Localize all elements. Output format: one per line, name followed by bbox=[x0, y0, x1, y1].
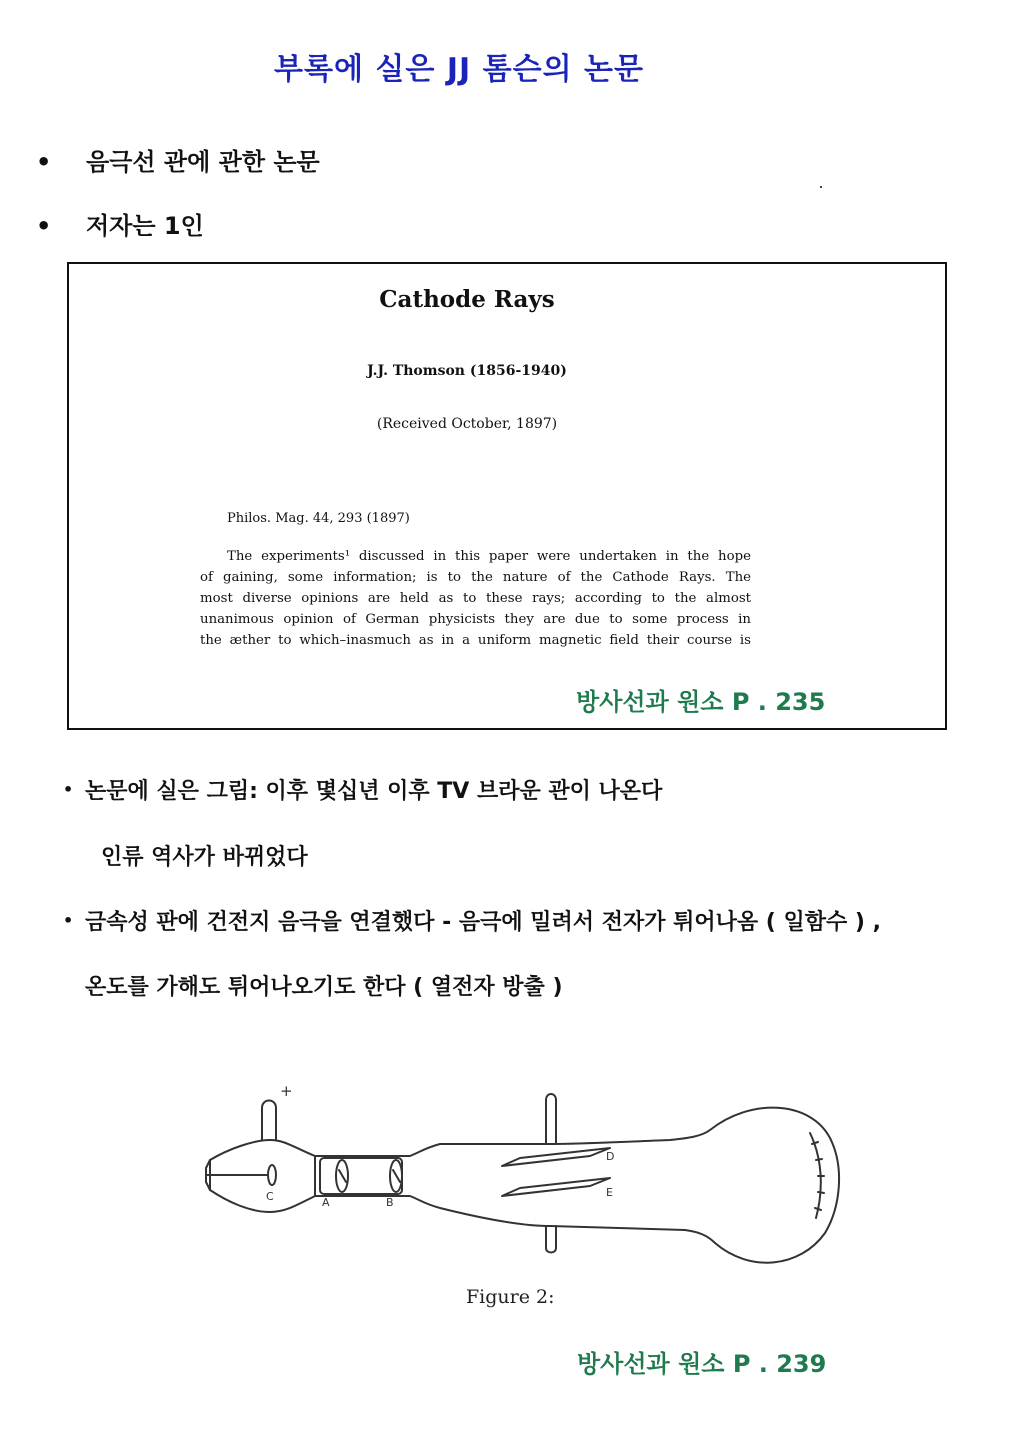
paper-author: J.J. Thomson (1856-1940) bbox=[367, 363, 567, 379]
note-item-1-continuation: 인류 역사가 바뀌었다 bbox=[101, 845, 308, 870]
paper-body-line: The experiments¹ discussed in this paper were undertaken in the hope bbox=[227, 549, 751, 564]
bullet-text: 음극선 관에 관한 논문 bbox=[86, 148, 320, 176]
plate-stem-bottom bbox=[546, 1226, 556, 1253]
bullet-item-1 bbox=[36, 142, 320, 177]
paper-body-line: the æther to which–inasmuch as in a uniform magnetic field their course is bbox=[200, 633, 751, 648]
tube-neck bbox=[315, 1108, 839, 1263]
figure-label-c: C bbox=[266, 1190, 274, 1203]
paper-title: Cathode Rays bbox=[379, 286, 555, 313]
paper-journal-reference: Philos. Mag. 44, 293 (1897) bbox=[227, 511, 410, 526]
figure-label-e: E bbox=[606, 1186, 613, 1199]
paper-received-date: (Received October, 1897) bbox=[376, 416, 558, 432]
paper-body-line: most diverse opinions are held as to these rays; according to the almost bbox=[200, 591, 751, 606]
figure-label-plus: + bbox=[280, 1082, 293, 1100]
anode-side-arm bbox=[262, 1101, 276, 1141]
bullet-text: 저자는 1인 bbox=[86, 212, 204, 240]
figure-source-citation: 방사선과 원소 P . 239 bbox=[577, 1350, 827, 1378]
figure-label-a: A bbox=[322, 1196, 330, 1209]
figure-caption: Figure 2: bbox=[466, 1286, 555, 1308]
paper-body bbox=[200, 546, 751, 651]
plate-d bbox=[502, 1148, 610, 1166]
paper-body-line: unanimous opinion of German physicists they are due to some process in bbox=[200, 612, 751, 627]
paper-source-citation: 방사선과 원소 P . 235 bbox=[576, 688, 826, 716]
note-text: 논문에 실은 그림: 이후 몇십년 이후 TV 브라운 관이 나온다 bbox=[85, 779, 663, 804]
figure-label-b: B bbox=[386, 1196, 394, 1209]
figure-label-d: D bbox=[606, 1150, 615, 1163]
plate-stem-top bbox=[546, 1094, 556, 1144]
page-title: 부록에 실은 JJ 톰슨의 논문 bbox=[274, 52, 644, 87]
paper-body-line: of gaining, some information; is to the nature of the Cathode Rays. The bbox=[200, 570, 751, 585]
note-marker: • bbox=[63, 911, 74, 930]
note-item-2-continuation: 온도를 가해도 튀어나오기도 한다 ( 열전자 방출 ) bbox=[85, 975, 563, 1000]
stray-mark bbox=[820, 186, 822, 188]
paper-excerpt bbox=[67, 262, 947, 730]
note-item-2 bbox=[63, 905, 881, 936]
bullet-item-2 bbox=[36, 206, 204, 241]
cathode-disc bbox=[268, 1165, 276, 1185]
bullet-marker: • bbox=[36, 148, 52, 176]
note-marker: • bbox=[63, 780, 74, 799]
bullet-marker: • bbox=[36, 212, 52, 240]
note-item-1 bbox=[63, 774, 662, 805]
plate-e bbox=[502, 1178, 610, 1196]
note-text: 금속성 판에 건전지 음극을 연결했다 - 음극에 밀려서 전자가 튀어나옴 ( 일함수 ) , bbox=[85, 910, 881, 935]
